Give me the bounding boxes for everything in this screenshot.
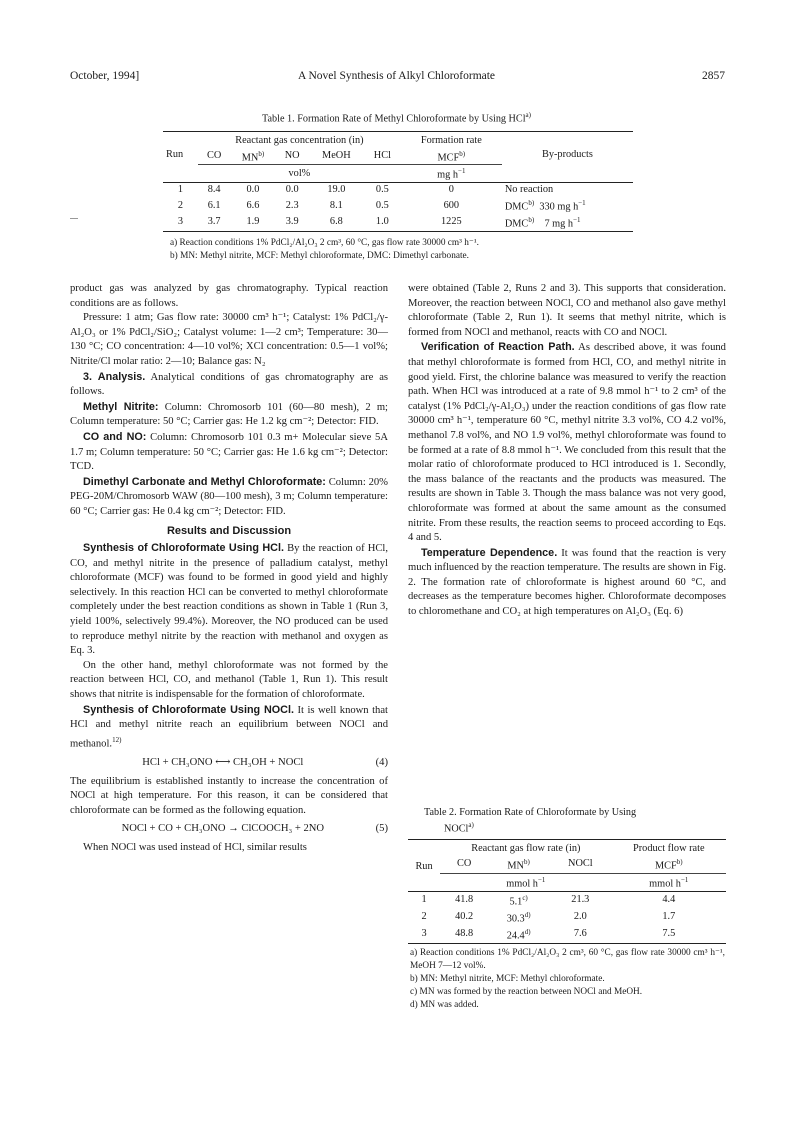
margin-mark — [70, 218, 78, 219]
table-cell: 0.5 — [375, 184, 389, 196]
table-cell: 3 — [421, 928, 427, 940]
table-cell: 21.3 — [571, 894, 590, 906]
table-cell: 2 — [177, 199, 184, 211]
left-column — [70, 282, 388, 856]
table-cell: 5.1$^{c)}$ — [509, 893, 528, 908]
table-row — [163, 214, 633, 231]
table-cell: 0.0 — [246, 184, 260, 196]
paragraph: Synthesis of Chloroformate Using HCl. By the reaction of HCl, CO, and methyl nitrite in the presence of palladium catalyst, methyl chloroformate (MCF) was found to be formed in good yield and highly selectively. In this reaction HCl can be converted to methyl chloroformate completely under the best reaction conditions as shown in Table 1 (Run 3, yield 100%, selectively 99.4%). Moreover, the NO produced can be used to reproduce methyl nitrite by the reaction with methanol and oxygen as Eq. 3. — [70, 542, 389, 657]
table-cell: 7.5 — [662, 928, 676, 940]
table-cell: 3.7 — [207, 216, 221, 228]
paragraph: Dimethyl Carbonate and Methyl Chloroformate: Column: 20% PEG-20M/Chromosorb WAW (80—100 mesh), 3 m; Column temperature: 60 °C; Carrier gas: He 0.4 kg cm⁻²; Detector: FID. — [70, 475, 388, 517]
table-cell: 41.8 — [455, 894, 474, 906]
page-number: 2857 — [702, 70, 725, 82]
table2-header-reactant: Reactant gas flow rate (in) — [471, 843, 581, 854]
table1-footnote-a: a) Reaction conditions 1% PdCl₂/Al₂O₃ 2 cm³, 60 °C, gas flow rate 30000 cm³ h⁻¹. — [170, 238, 479, 248]
table1-caption: Table 1. Formation Rate of Methyl Chloroformate by Using HCl$^{a)}$ — [261, 111, 531, 125]
table1-header-run: Run — [166, 149, 184, 161]
table2-header-nocl: NOCl — [568, 858, 593, 870]
table-cell: 1225 — [441, 216, 462, 228]
paragraph: Synthesis of Chloroformate Using NOCl. It is well known that HCl and methyl nitrite reach an equilibrium between NOCl and methanol.$^{12)}$ — [70, 703, 388, 750]
table-row — [163, 197, 633, 214]
table-cell: DMC$^{b)}$ 330 mg $h^{-1}$ — [504, 198, 586, 213]
table1-footnote-b: b) MN: Methyl nitrite, MCF: Methyl chloroformate, DMC: Dimethyl carbonate. — [170, 251, 470, 261]
table-row — [163, 183, 633, 197]
table-cell: DMC$^{b)}$ 7 mg $h^{-1}$ — [504, 215, 581, 230]
table-row — [408, 926, 726, 944]
table1-header-co: CO — [206, 150, 222, 162]
paragraph: CO and NO: Column: Chromosorb 101 0.3 m+ Molecular sieve 5A 1.7 m; Column temperature: 50 °C; Carrier gas: He 1.6 kg cm⁻²; Detector: TCD. — [70, 430, 388, 473]
paragraph: When NOCl was used instead of HCl, similar results — [83, 841, 307, 853]
table-cell: 0.0 — [285, 184, 299, 196]
table2-header-product: Product flow rate — [633, 843, 705, 854]
table-cell: 6.6 — [246, 199, 260, 211]
table-cell: 0 — [448, 184, 454, 196]
table-cell: 1 — [421, 894, 427, 906]
table1-unit-vol: vol% — [198, 165, 401, 183]
table2-footnote-a: a) Reaction conditions 1% PdCl₂/Al₂O₃ 2 cm³, 60 °C, gas flow rate 30000 cm³ h⁻¹, MeOH 7—12 vol%. — [410, 948, 725, 971]
table2 — [408, 839, 726, 944]
running-header-date: October, 1994] — [70, 70, 140, 82]
table1-unit-rate: mg $h^{-1}$ — [401, 165, 502, 183]
table2-header-mn: MN$^{b)}$ — [507, 857, 530, 872]
paragraph: 3. Analysis. Analytical conditions of gas chromatography are as follows. — [70, 370, 389, 398]
paragraph: Verification of Reaction Path. As described above, it was found that methyl chloroformate is formed from HCl, CO, and methyl nitrite in good yield. First, the chlorine balance was measured to verify the reaction path. When HCl was introduced at a rate of 9.8 mmol h⁻¹ to 2 cm³ of the catalyst (1% PdCl₂/γ-Al₂O₃) under the reaction conditions of gas flow rate 30000 cm³ h⁻¹, temperature 60 °C, methyl nitrite 3.3 vol%, CO 4.2 vol%, methanol 7.8 vol%, and NO 1.9 vol%, methyl chloroformate was found to be formed at a rate of 8.8 mmol h⁻¹. We concluded from this result that the molar ratio of chloroformate produced to HCl introduced is 1. Secondly, the mass balance of the reactants and the products was measured. The results are shown in Table 3. Though the mass balance was not very good, chloroformate was formed at about the same amount as the consumed nitrite. From these results, the reaction seems to proceed according to Eqs. 4 and 5. — [408, 341, 726, 544]
table-cell: 8.4 — [207, 184, 221, 196]
table-cell: 48.8 — [455, 928, 474, 940]
table1-header-no: NO — [284, 150, 300, 162]
running-header-title: A Novel Synthesis of Alkyl Chloroformate — [297, 70, 496, 82]
table-cell: 40.2 — [455, 911, 474, 923]
table-cell: 19.0 — [327, 184, 346, 196]
table2-unit-product: mmol $h^{-1}$ — [612, 873, 726, 891]
paragraph: were obtained (Table 2, Runs 2 and 3). This supports that consideration. Moreover, the reaction between NOCl, CO and methanol also gave methyl chloroformate (Table 2, Run 1). It seems that methyl nitrite, which is formed from NOCl and methanol, reacts with CO and NOCl. — [408, 283, 726, 338]
table-cell: 600 — [443, 199, 460, 211]
table-cell: 1.9 — [246, 216, 260, 228]
paragraph: The equilibrium is established instantly to increase the concentration of NOCl at high temperature. For this reason, it can be considered that chloroformate can be formed as the following equation. — [70, 775, 388, 816]
table1-header-mn: MN$^{b)}$ — [241, 149, 265, 163]
table2-header-mcf: MCF$^{b)}$ — [654, 857, 683, 872]
table2-footnotes — [410, 947, 725, 1012]
table2-footnote-c: c) MN was formed by the reaction between NOCl and MeOH. — [410, 987, 643, 997]
table2-footnote-b: b) MN: Methyl nitrite, MCF: Methyl chloroformate. — [410, 974, 605, 984]
paragraph: Pressure: 1 atm; Gas flow rate: 30000 cm³ h⁻¹; Catalyst: 1% PdCl₂/γ-Al₂O₃ or 1% PdCl₂/SiO₂; Catalyst volume: 1—2 cm³; Temperature: 30—130 °C; CO concentration: 4—10 vol%; XCl concentration: 0.5—1 vol%; Nitrite/Cl molar ratio: 2—10; Balance gas: N₂ — [70, 312, 388, 367]
paragraph: On the other hand, methyl chloroformate was not formed by the reaction between HCl, CO, and methanol (Table 1, Run 1). This result shows that nitrite is indispensable for the formation of chloroformate. — [70, 659, 388, 701]
table2-footnote-d: d) MN was added. — [410, 1000, 479, 1010]
table1-header-meoh: MeOH — [322, 150, 351, 162]
table-cell: 2.0 — [573, 911, 587, 923]
table1 — [163, 131, 633, 232]
table-cell: 3 — [177, 216, 184, 228]
table1-header-mcf: MCF$^{b)}$ — [437, 149, 466, 163]
table-cell: 6.8 — [329, 216, 343, 228]
table-cell: 1 — [177, 184, 184, 196]
table1-header-hcl: HCl — [373, 150, 391, 162]
table2-header-co: CO — [456, 858, 472, 870]
table-cell: 24.4$^{d)}$ — [506, 927, 531, 942]
table-cell: 6.1 — [207, 199, 221, 211]
right-column — [408, 282, 726, 620]
table-cell: No reaction — [504, 184, 554, 196]
table-cell: 1.7 — [662, 911, 676, 923]
table-cell: 30.3$^{d)}$ — [506, 910, 531, 925]
paragraph: Temperature Dependence. It was found that the reaction is very much influenced by the reaction temperature. The results are shown in Fig. 2. The formation rate of chloroformate is highest around 60 °C, and decreases as the temperature becomes higher. Chloroformate decomposes to chloromethane and CO₂ at high temperatures on Al₂O₃ (Eq. 6) — [408, 546, 726, 618]
table1-header-rate: Formation rate — [420, 135, 482, 146]
table-cell: 2.3 — [285, 199, 299, 211]
equation-5: NOCl + CO + CH₃ONO → ClCOOCH₃ + 2NO (5) — [121, 823, 388, 835]
table2-header-run: Run — [415, 860, 433, 872]
table1-header-reactant: Reactant gas concentration (in) — [235, 135, 364, 146]
table2-caption: Table 2. Formation Rate of Chloroformate by Using NOCl$^{a)}$ — [424, 807, 637, 835]
table-cell: 0.5 — [375, 199, 389, 211]
table-row — [408, 891, 726, 909]
paragraph: product gas was analyzed by gas chromatography. Typical reaction conditions are as follows. — [70, 283, 388, 309]
table-cell: 2 — [421, 911, 427, 923]
table1-header-byproducts: By-products — [541, 149, 593, 161]
table-cell: 4.4 — [662, 894, 676, 906]
table-row — [408, 909, 726, 926]
equation-4: HCl + CH₃ONO ⟷ CH₃OH + NOCl (4) — [142, 756, 388, 768]
section-heading: Results and Discussion — [166, 524, 292, 537]
table-cell: 8.1 — [329, 199, 343, 211]
table-cell: 3.9 — [285, 216, 299, 228]
table-cell: 1.0 — [375, 216, 389, 228]
table-cell: 7.6 — [573, 928, 587, 940]
table2-unit-reactant: mmol $h^{-1}$ — [440, 873, 612, 891]
paragraph: Methyl Nitrite: Column: Chromosorb 101 (60—80 mesh), 2 m; Column temperature: 50 °C; Carrier gas: He 1.2 kg cm⁻²; Detector: FID. — [70, 400, 389, 428]
